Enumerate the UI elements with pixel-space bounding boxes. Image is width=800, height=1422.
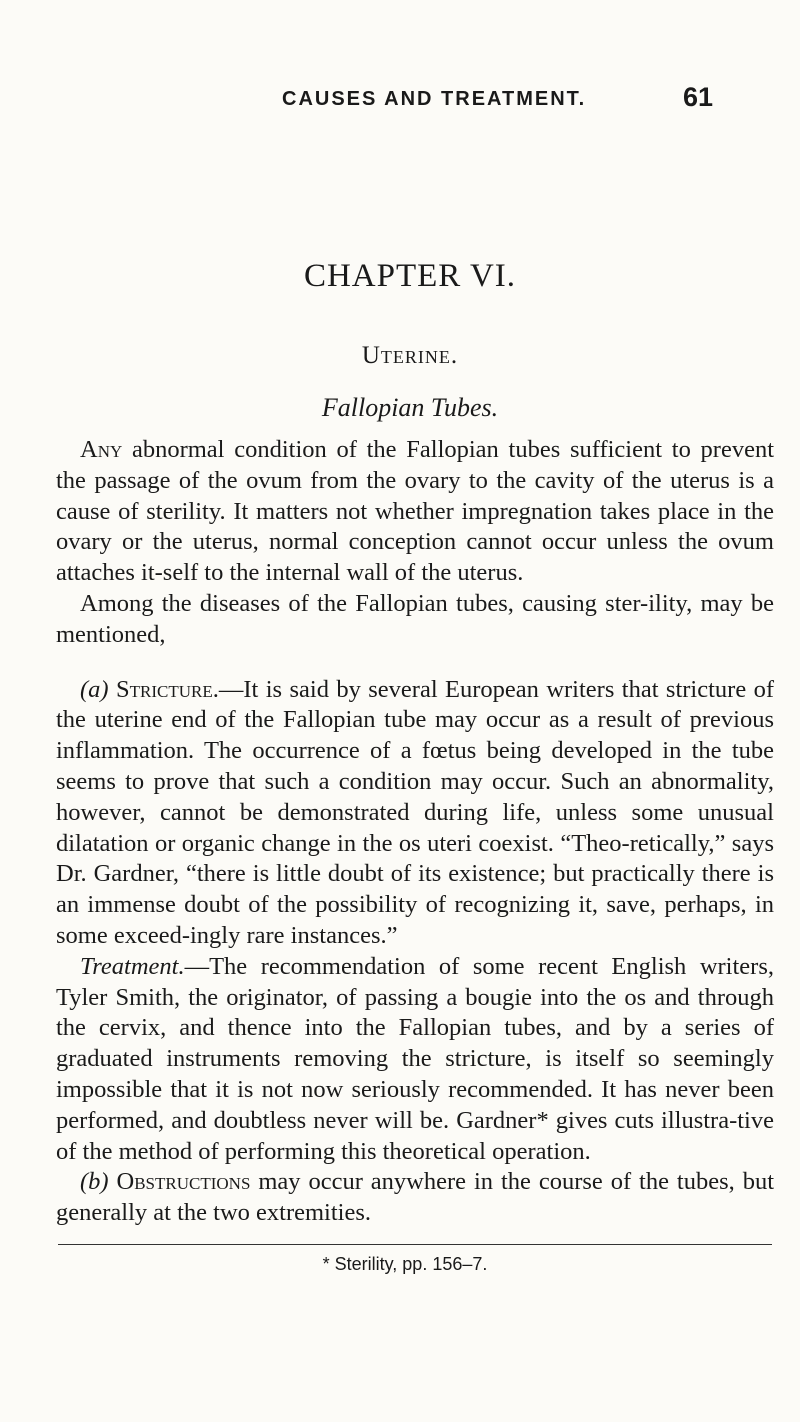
treatment-heading: Treatment.	[80, 952, 185, 980]
section-title: Uterine.	[361, 342, 459, 369]
page-number: 61	[683, 82, 714, 112]
paragraph-treatment	[56, 952, 774, 1168]
paragraph-stricture	[56, 675, 774, 952]
body-text	[56, 435, 774, 1229]
stricture-heading: Stricture.	[116, 675, 219, 703]
paragraph-lead-word: Any	[80, 436, 123, 463]
obstructions-text: may occur anywhere in the course of the tubes, but generally at the two extremities.	[56, 1168, 774, 1227]
footnote: * Sterility, pp. 156–7.	[322, 1254, 488, 1274]
paragraph-intro	[56, 435, 774, 589]
running-head: CAUSES AND TREATMENT.	[282, 88, 587, 110]
treatment-text: —The recommendation of some recent English writers, Tyler Smith, the originator, of passing a bougie into the os and through the cervix, and thence into the Fallopian tubes, and by a series of graduated instruments removing the stricture, is itself so seemingly impossible that it is not now seriously recommended. It has never been performed, and doubtless never will be. Gardner* gives cuts illustra-tive of the method of performing this theoretical operation.	[56, 952, 774, 1165]
subsection-title: Fallopian Tubes.	[321, 393, 499, 422]
chapter-title: CHAPTER VI.	[303, 258, 517, 294]
obstructions-marker: (b)	[80, 1168, 109, 1196]
paragraph-intro-text: abnormal condition of the Fallopian tubes sufficient to prevent the passage of the ovum from the ovary to the cavity of the uterus is a cause of sterility. It matters not whether impregnation takes place in the ovary or the uterus, normal conception cannot occur unless the ovum attaches it-self to the internal wall of the uterus.	[56, 436, 774, 587]
paragraph-diseases: Among the diseases of the Fallopian tubes, causing ster-ility, may be mentioned,	[56, 589, 774, 648]
paragraph-obstructions	[56, 1167, 774, 1229]
page-header	[0, 82, 800, 122]
footnote-divider	[58, 1244, 772, 1245]
stricture-marker: (a)	[80, 675, 109, 703]
obstructions-heading: Obstructions	[116, 1168, 251, 1196]
stricture-text: —It is said by several European writers that stricture of the uterine end of the Fallopian tube may occur as a result of previous inflammation. The occurrence of a fœtus being developed in the tube seems to prove that such a condition may occur. Such an abnormality, however, cannot be demonstrated during life, unless some unusual dilatation or organic change in the os uteri coexist. “Theo-retically,” says Dr. Gardner, “there is little doubt of its existence; but practically there is an immense doubt of the possibility of recognizing it, save, perhaps, in some exceed-ingly rare instances.”	[56, 675, 775, 949]
